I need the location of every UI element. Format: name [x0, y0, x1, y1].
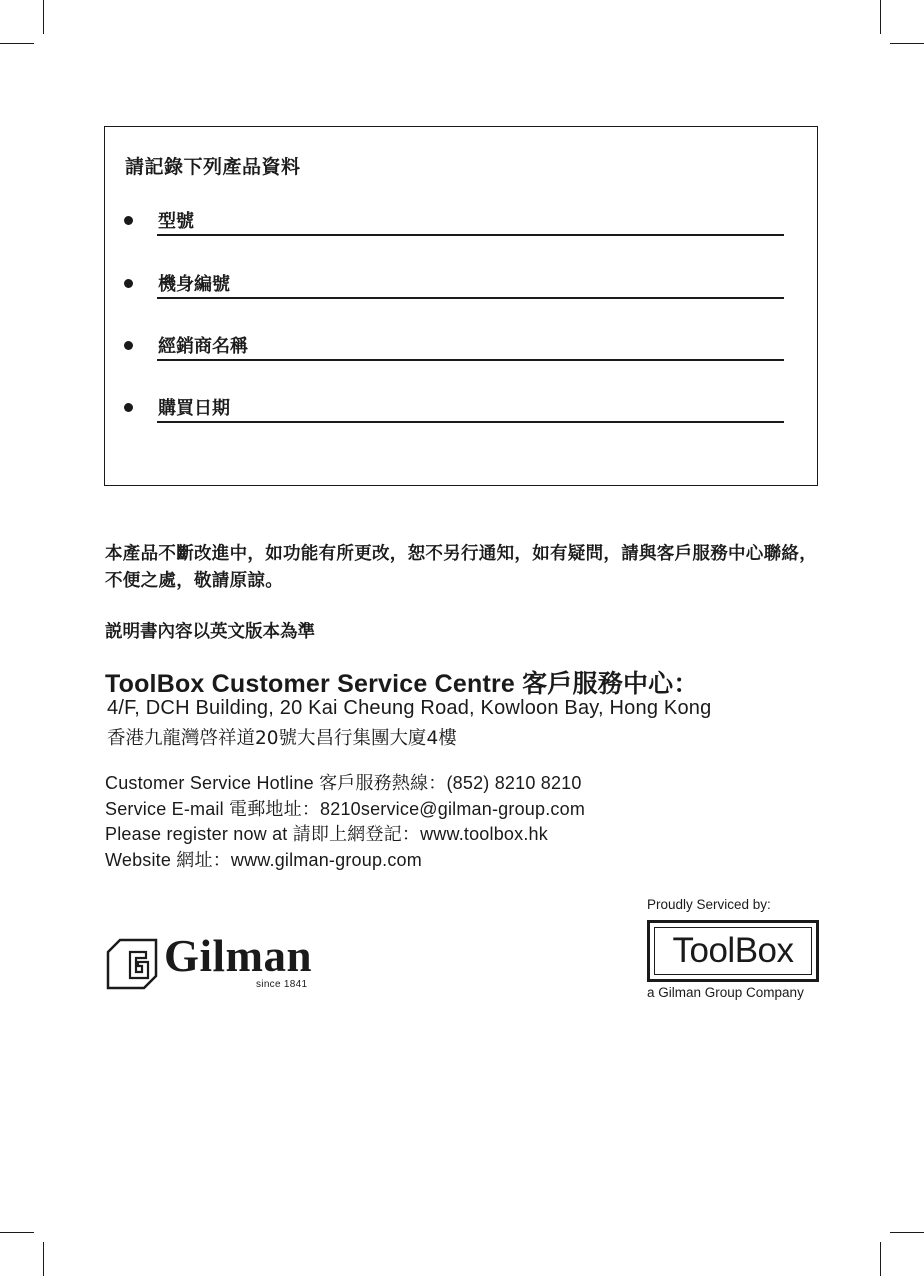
field-label: 經銷商名稱	[158, 336, 248, 357]
bullet-icon	[124, 403, 133, 412]
register-line[interactable]: Please register now at 請即上網登記：www.toolbox.hk	[105, 824, 548, 844]
crop-mark	[880, 1242, 881, 1276]
bullet-icon	[124, 341, 133, 350]
gilman-group-caption: a Gilman Group Company	[647, 985, 804, 1000]
bullet-icon	[124, 216, 133, 225]
crop-mark	[880, 0, 881, 34]
gilman-since: since 1841	[256, 979, 308, 990]
write-in-line[interactable]	[157, 421, 784, 423]
purchase-date-field	[124, 389, 784, 429]
crop-mark	[890, 1232, 924, 1233]
crop-mark	[0, 43, 34, 44]
crop-mark	[43, 1242, 44, 1276]
gilman-logo-mark-icon	[106, 938, 158, 990]
crop-mark	[890, 43, 924, 44]
service-centre-title: ToolBox Customer Service Centre 客戶服務中心：	[105, 670, 699, 698]
dealer-name-field	[124, 327, 784, 367]
gilman-wordmark: Gilman	[164, 931, 313, 981]
write-in-line[interactable]	[157, 297, 784, 299]
field-label: 購買日期	[158, 398, 230, 419]
product-improvement-notice: 本產品不斷改進中，如功能有所更改，恕不另行通知，如有疑問，請與客戶服務中心聯絡，不便之處，敬請原諒。	[105, 544, 817, 591]
toolbox-wordmark: ToolBox	[654, 927, 812, 975]
field-label: 型號	[158, 211, 194, 232]
website-line[interactable]: Website 網址：www.gilman-group.com	[105, 850, 422, 870]
proudly-serviced-caption: Proudly Serviced by:	[647, 897, 771, 912]
crop-mark	[43, 0, 44, 34]
write-in-line[interactable]	[157, 234, 784, 236]
service-address-zh: 香港九龍灣啓祥道20號大昌行集團大廈4樓	[107, 728, 457, 749]
model-field	[124, 202, 784, 242]
toolbox-logo	[647, 920, 819, 982]
crop-mark	[0, 1232, 34, 1233]
product-record-form	[104, 126, 818, 486]
hotline-line: Customer Service Hotline 客戶服務熱線：(852) 8210 8210	[105, 773, 582, 793]
serial-number-field	[124, 265, 784, 305]
form-title: 請記錄下列產品資料	[125, 156, 301, 178]
gilman-logo	[106, 931, 336, 996]
email-line[interactable]: Service E-mail 電郵地址：8210service@gilman-group.com	[105, 799, 586, 819]
bullet-icon	[124, 279, 133, 288]
field-label: 機身編號	[158, 274, 230, 295]
write-in-line[interactable]	[157, 359, 784, 361]
service-address-en: 4/F, DCH Building, 20 Kai Cheung Road, Kowloon Bay, Hong Kong	[107, 697, 712, 719]
manual-language-note: 説明書內容以英文版本為準	[105, 622, 315, 642]
